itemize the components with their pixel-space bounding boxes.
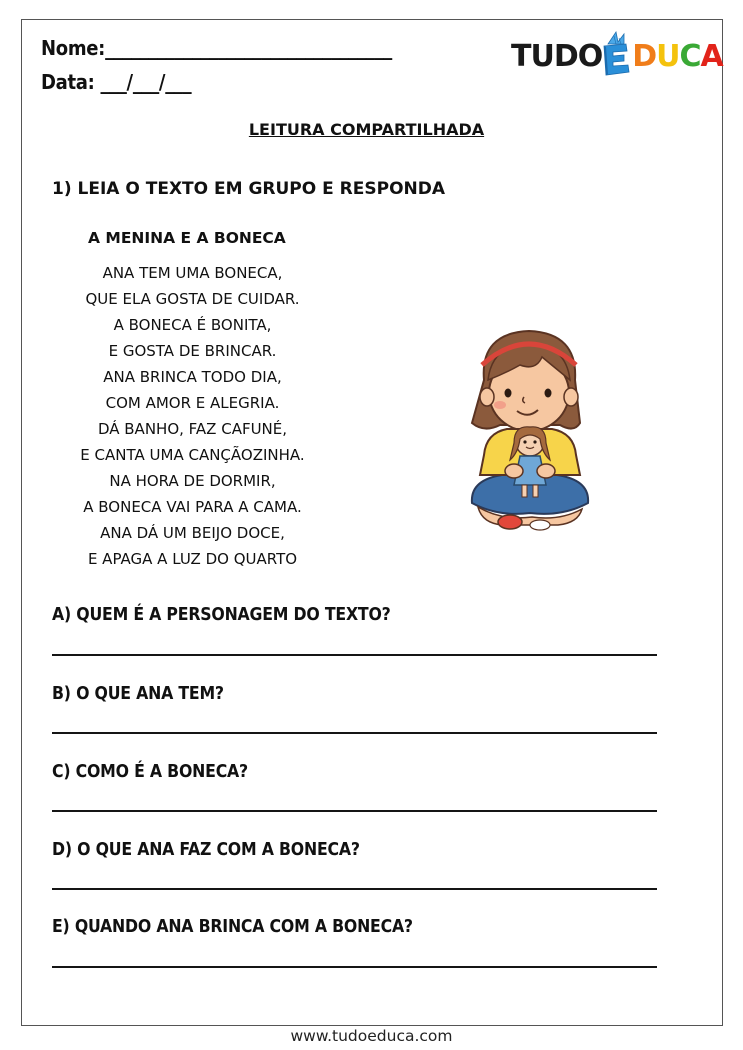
name-field-label: Nome:_________________________________ xyxy=(41,36,392,60)
poem-line: NA HORA DE DORMIR, xyxy=(109,472,276,490)
answer-line-b[interactable] xyxy=(52,732,657,734)
question-a: A) QUEM É A PERSONAGEM DO TEXTO? xyxy=(52,605,391,625)
poem-line: A BONECA É BONITA, xyxy=(113,316,272,334)
poem-title: A MENINA E A BONECA xyxy=(88,229,286,247)
girl-holding-doll-illustration xyxy=(462,325,597,535)
poem-line: ANA TEM UMA BONECA, xyxy=(102,264,283,282)
worksheet-title: LEITURA COMPARTILHADA xyxy=(248,120,485,139)
poem-line: ANA DÁ UM BEIJO DOCE, xyxy=(100,524,285,542)
poem-line: ANA BRINCA TODO DIA, xyxy=(103,368,282,386)
logo-letter-d: D xyxy=(632,39,657,74)
open-book-e-icon xyxy=(602,30,632,74)
question-d: D) O QUE ANA FAZ COM A BONECA? xyxy=(52,840,360,860)
tudoeduca-logo xyxy=(511,30,723,76)
poem-line: DÁ BANHO, FAZ CAFUNÉ, xyxy=(97,420,288,438)
logo-letter-c: C xyxy=(679,39,701,74)
answer-line-e[interactable] xyxy=(52,966,657,968)
poem-line: COM AMOR E ALEGRIA. xyxy=(105,394,280,412)
logo-letter-a: A xyxy=(700,39,723,74)
poem-line: A BONECA VAI PARA A CAMA. xyxy=(83,498,302,516)
logo-letter-u: U xyxy=(656,39,680,74)
question-c: C) COMO É A BONECA? xyxy=(52,762,248,782)
question-b: B) O QUE ANA TEM? xyxy=(52,684,224,704)
answer-line-d[interactable] xyxy=(52,888,657,890)
logo-text-tudo: TUDO xyxy=(511,39,603,74)
poem-text xyxy=(40,260,345,572)
poem-line: E GOSTA DE BRINCAR. xyxy=(108,342,277,360)
question-e: E) QUANDO ANA BRINCA COM A BONECA? xyxy=(52,917,413,937)
date-field-label: Data: ___/___/___ xyxy=(41,70,192,94)
instruction-text: 1) LEIA O TEXTO EM GRUPO E RESPONDA xyxy=(52,179,446,199)
poem-line: E APAGA A LUZ DO QUARTO xyxy=(87,550,298,568)
footer-website-link[interactable]: www.tudoeduca.com xyxy=(290,1027,453,1045)
poem-line: E CANTA UMA CANÇÃOZINHA. xyxy=(80,446,305,464)
poem-line: QUE ELA GOSTA DE CUIDAR. xyxy=(85,290,300,308)
answer-line-a[interactable] xyxy=(52,654,657,656)
answer-line-c[interactable] xyxy=(52,810,657,812)
